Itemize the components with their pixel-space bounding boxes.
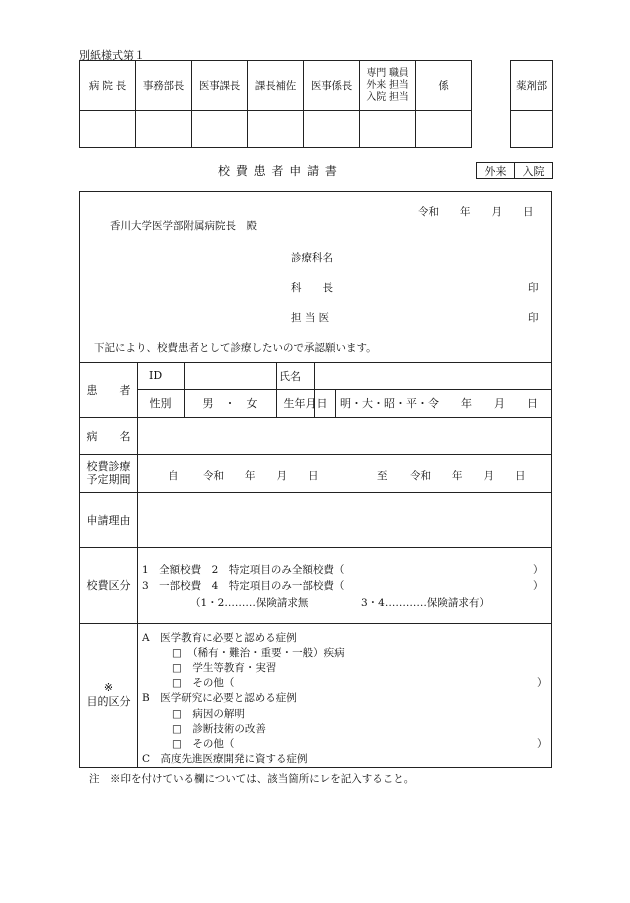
divider — [80, 623, 551, 624]
reason-label: 申請理由 — [86, 513, 131, 527]
period-label-line: 予定期間 — [86, 473, 131, 486]
name-label: 氏名 — [279, 369, 301, 383]
form-id: 別紙様式第１ — [79, 49, 145, 62]
category-line-1[interactable]: 1 全額校費 2 特定項目のみ全額校費（ — [142, 564, 345, 576]
close-paren: ） — [533, 580, 544, 592]
staff-line: 入院 担当 — [366, 91, 409, 103]
page-title: 校 費 患 者 申 請 書 — [218, 164, 338, 178]
footnote: 注 ※印を付けている欄については、該当箇所にレを記入すること。 — [89, 773, 415, 785]
category-note-right: 3・4…………保険請求有） — [361, 597, 490, 609]
period-to-date[interactable]: 令和 年 月 日 — [410, 470, 526, 482]
application-form — [79, 191, 552, 768]
purpose-label — [80, 623, 137, 767]
purpose-b-title: B 医学研究に必要と認める症例 — [142, 692, 297, 704]
purpose-b-option[interactable]: □ 病因の解明 — [172, 708, 245, 720]
id-label: ID — [149, 369, 163, 382]
approval-header-medical-affairs-chief: 医事課長 — [192, 61, 248, 111]
chief-label: 科 長 — [291, 282, 333, 294]
tag-outpatient[interactable]: 外来 — [476, 162, 515, 179]
category-line-2[interactable]: 3 一部校費 4 特定項目のみ一部校費（ — [142, 580, 345, 592]
approval-gap — [472, 111, 511, 148]
period-label — [80, 454, 137, 492]
request-text: 下記により、校費患者として診療したいので承認願います。 — [94, 342, 377, 354]
period-from-mark: 自 — [168, 470, 179, 482]
close-paren: ） — [537, 738, 548, 750]
purpose-a-option[interactable]: □ 学生等教育・実習 — [172, 662, 277, 674]
approval-header-admin-chief: 事務部長 — [136, 61, 192, 111]
note-mark: ※ — [103, 681, 114, 694]
purpose-a-option[interactable]: □ （稀有・難治・重要・一般）疾病 — [172, 647, 345, 659]
period-to-mark: 至 — [377, 470, 388, 482]
purpose-b-option[interactable]: □ 診断技術の改善 — [172, 723, 266, 735]
close-paren: ） — [537, 677, 548, 689]
category-label: 校費区分 — [86, 579, 131, 592]
stamp-cell-medical-affairs-chief[interactable] — [192, 111, 248, 148]
approval-header-section-chief: 医事係長 — [304, 61, 360, 111]
approval-header-kakari: 係 — [416, 61, 472, 111]
approval-header-assistant-manager: 課長補佐 — [248, 61, 304, 111]
purpose-b-option[interactable]: □ その他（ — [172, 738, 235, 750]
seal-mark: 印 — [528, 312, 539, 324]
category-note-left: （1・2………保険請求無 — [190, 597, 309, 609]
seal-mark: 印 — [528, 282, 539, 294]
stamp-cell-director[interactable] — [80, 111, 136, 148]
staff-line: 専門 職員 — [366, 67, 409, 79]
approval-header-staff — [360, 61, 416, 111]
dept-label: 診療科名 — [291, 252, 333, 264]
stamp-cell-kakari[interactable] — [416, 111, 472, 148]
name-field[interactable] — [315, 363, 550, 389]
staff-line: 外来 担当 — [366, 79, 409, 91]
divider — [80, 454, 551, 455]
addressee: 香川大学医学部附属病院長 殿 — [110, 220, 257, 232]
purpose-c-title[interactable]: C 高度先進医療開発に資する症例 — [142, 753, 308, 765]
approval-header-pharmacy: 薬剤部 — [511, 61, 553, 111]
sex-label: 性別 — [149, 397, 172, 410]
application-date[interactable]: 令和 年 月 日 — [418, 206, 534, 218]
tag-inpatient[interactable]: 入院 — [514, 162, 553, 179]
approval-header-director: 病 院 長 — [80, 61, 136, 111]
divider — [335, 389, 336, 417]
disease-field[interactable] — [138, 418, 550, 454]
dob-value[interactable]: 明・大・昭・平・令 年 月 日 — [340, 397, 538, 410]
purpose-a-option[interactable]: □ その他（ — [172, 677, 235, 689]
close-paren: ） — [533, 564, 544, 576]
purpose-a-title: A 医学教育に必要と認める症例 — [142, 632, 297, 644]
approval-gap — [472, 61, 511, 111]
purpose-label-text: 目的区分 — [86, 695, 131, 708]
patient-label: 患 者 — [86, 383, 131, 397]
stamp-cell-pharmacy[interactable] — [511, 111, 553, 148]
sex-options[interactable]: 男 ・ 女 — [202, 397, 258, 410]
period-from-date[interactable]: 令和 年 月 日 — [203, 470, 319, 482]
stamp-cell-section-chief[interactable] — [304, 111, 360, 148]
dob-label: 生年月日 — [283, 397, 328, 410]
disease-label: 病 名 — [86, 429, 131, 443]
divider — [80, 547, 551, 548]
stamp-cell-assistant-manager[interactable] — [248, 111, 304, 148]
period-label-line: 校費診療 — [86, 460, 131, 473]
id-field[interactable] — [185, 363, 275, 389]
stamp-cell-admin-chief[interactable] — [136, 111, 192, 148]
doctor-label: 担 当 医 — [291, 312, 330, 324]
reason-field[interactable] — [138, 493, 550, 547]
approval-stamp-table — [79, 60, 553, 148]
stamp-cell-staff[interactable] — [360, 111, 416, 148]
